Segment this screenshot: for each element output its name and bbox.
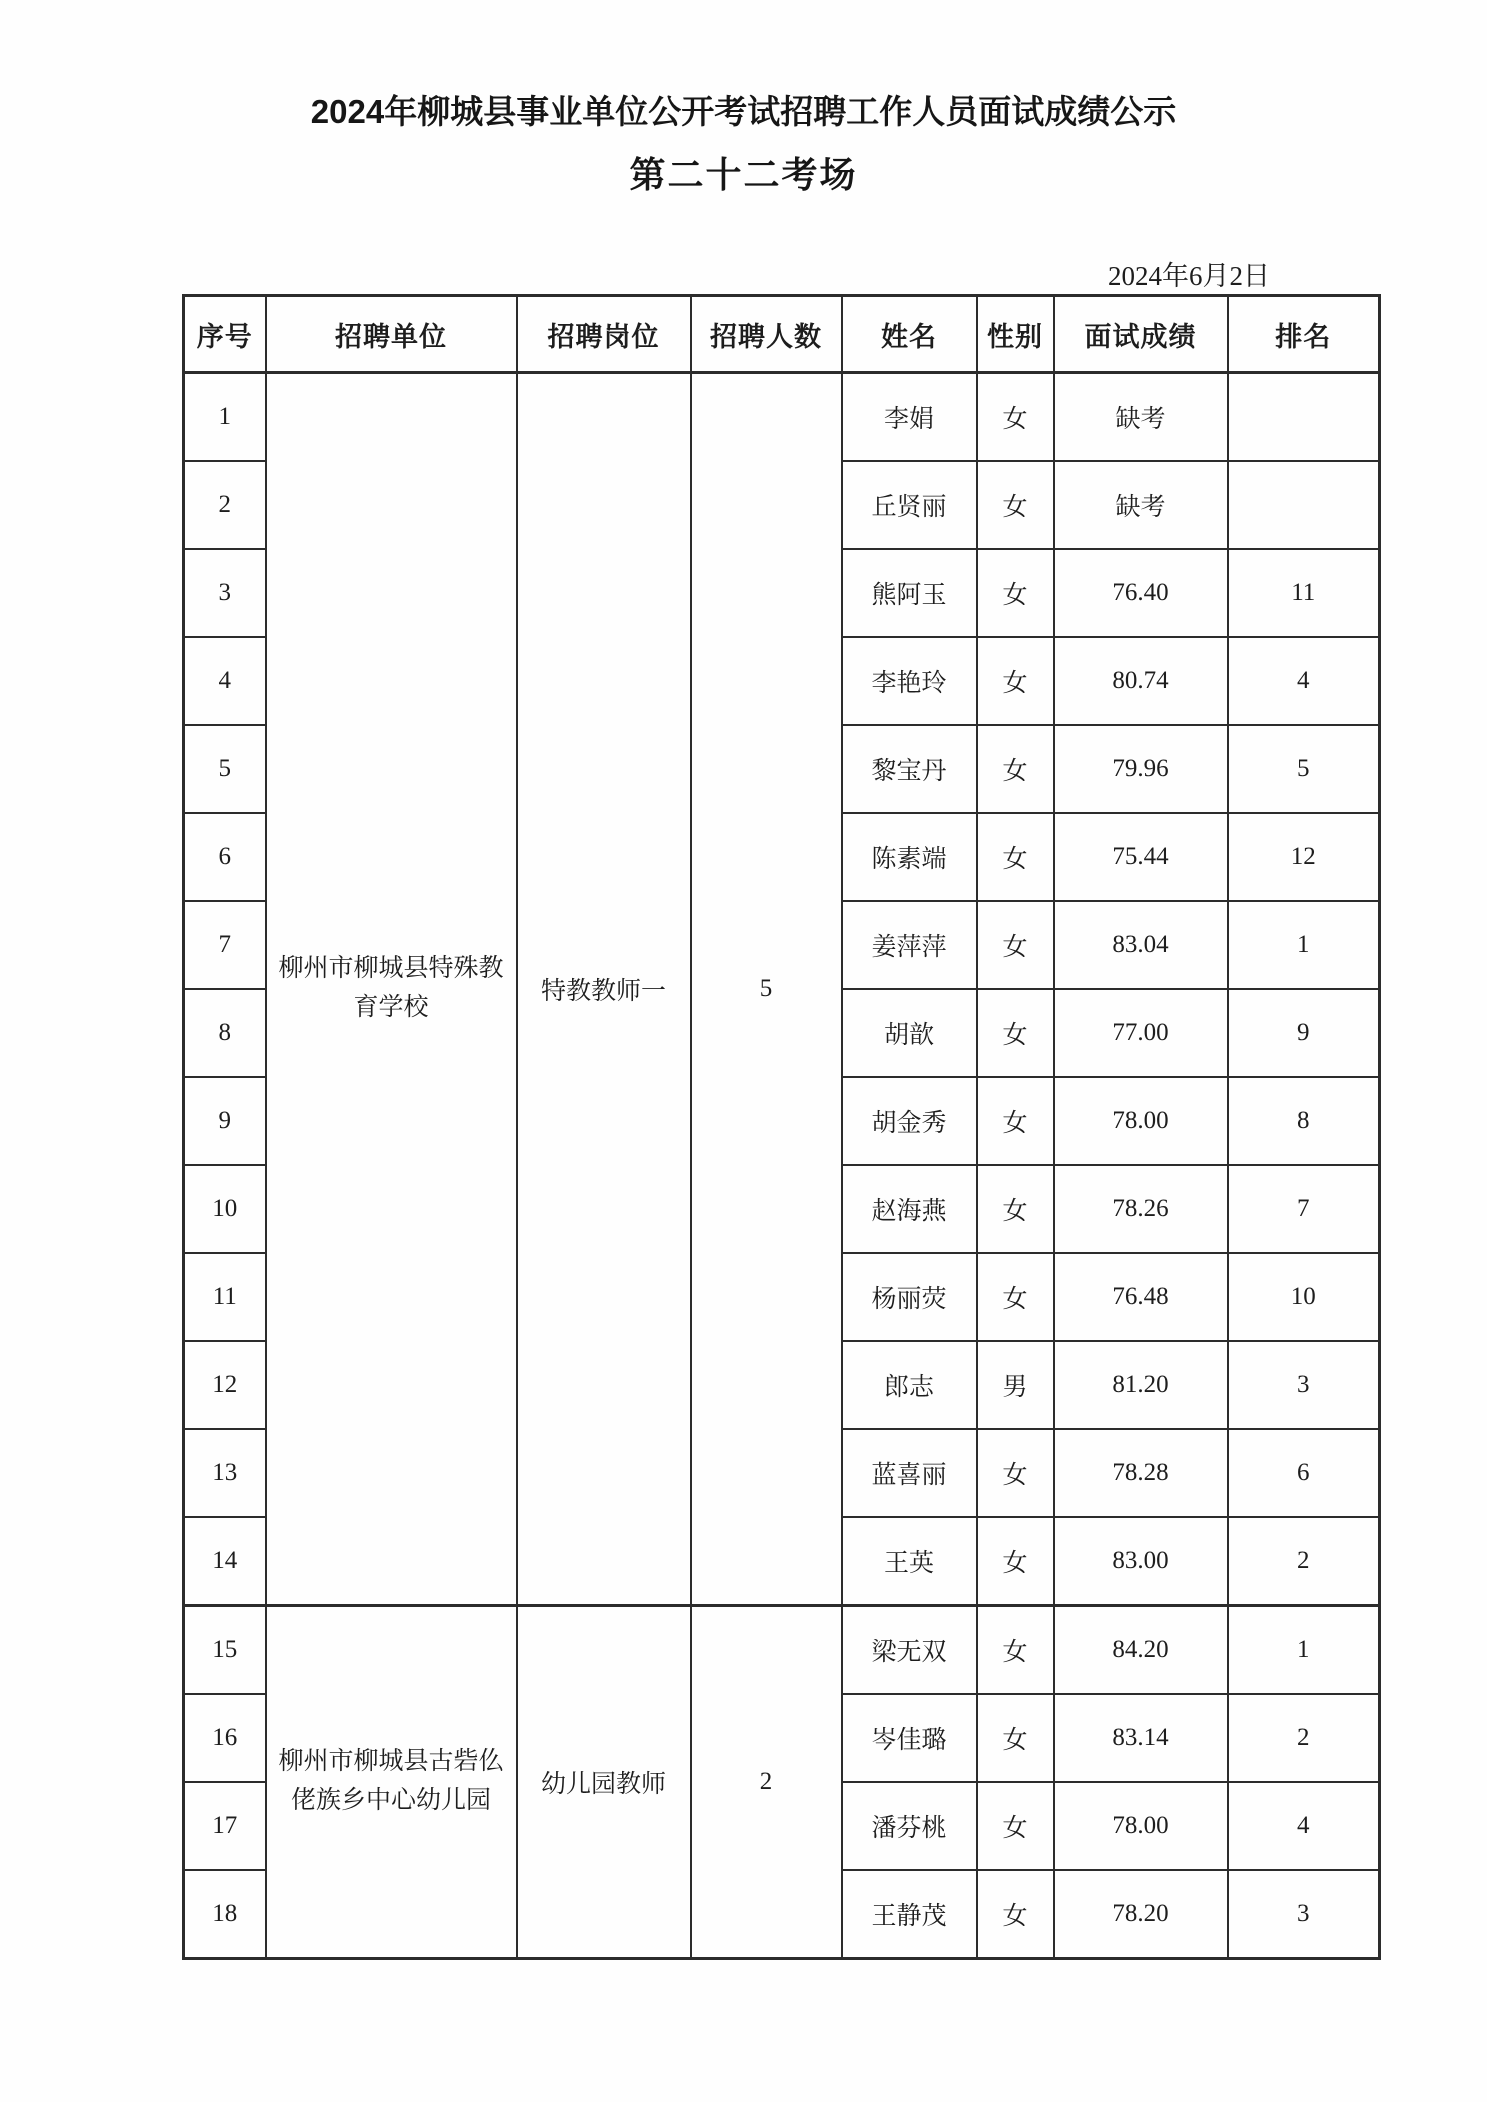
name-cell: 黎宝丹 xyxy=(842,725,977,813)
recruiting-unit-cell: 柳州市柳城县古砦仫佬族乡中心幼儿园 xyxy=(266,1606,517,1959)
serial-number-cell: 6 xyxy=(184,813,266,901)
serial-number-cell: 9 xyxy=(184,1077,266,1165)
recruiting-unit-cell: 柳州市柳城县特殊教育学校 xyxy=(266,373,517,1606)
score-cell: 80.74 xyxy=(1054,637,1228,725)
score-cell: 83.00 xyxy=(1054,1517,1228,1606)
table-row xyxy=(184,1606,1380,1695)
score-cell: 77.00 xyxy=(1054,989,1228,1077)
serial-number-cell: 15 xyxy=(184,1606,266,1695)
name-cell: 赵海燕 xyxy=(842,1165,977,1253)
score-cell: 79.96 xyxy=(1054,725,1228,813)
score-cell: 78.00 xyxy=(1054,1782,1228,1870)
gender-cell: 女 xyxy=(977,1782,1054,1870)
recruiting-unit-header: 招聘单位 xyxy=(266,296,517,373)
score-cell: 75.44 xyxy=(1054,813,1228,901)
score-cell: 83.14 xyxy=(1054,1694,1228,1782)
position-header: 招聘岗位 xyxy=(517,296,691,373)
name-cell: 李艳玲 xyxy=(842,637,977,725)
table-row xyxy=(184,373,1380,462)
serial-number-header: 序号 xyxy=(184,296,266,373)
rank-cell: 3 xyxy=(1228,1870,1380,1959)
rank-cell xyxy=(1228,461,1380,549)
table-header-row xyxy=(184,296,1380,373)
gender-cell: 男 xyxy=(977,1341,1054,1429)
gender-cell: 女 xyxy=(977,725,1054,813)
gender-cell: 女 xyxy=(977,1517,1054,1606)
gender-cell: 女 xyxy=(977,1606,1054,1695)
gender-cell: 女 xyxy=(977,637,1054,725)
serial-number-cell: 14 xyxy=(184,1517,266,1606)
serial-number-cell: 17 xyxy=(184,1782,266,1870)
score-cell: 78.26 xyxy=(1054,1165,1228,1253)
serial-number-cell: 4 xyxy=(184,637,266,725)
rank-cell: 2 xyxy=(1228,1517,1380,1606)
gender-cell: 女 xyxy=(977,1165,1054,1253)
serial-number-cell: 18 xyxy=(184,1870,266,1959)
name-cell: 熊阿玉 xyxy=(842,549,977,637)
name-cell: 王英 xyxy=(842,1517,977,1606)
rank-cell xyxy=(1228,373,1380,462)
name-cell: 姜萍萍 xyxy=(842,901,977,989)
name-cell: 胡金秀 xyxy=(842,1077,977,1165)
rank-cell: 2 xyxy=(1228,1694,1380,1782)
serial-number-cell: 8 xyxy=(184,989,266,1077)
serial-number-cell: 10 xyxy=(184,1165,266,1253)
announcement-date: 2024年6月2日 xyxy=(1108,261,1270,291)
table-body xyxy=(184,373,1380,1959)
gender-cell: 女 xyxy=(977,1077,1054,1165)
name-cell: 杨丽荧 xyxy=(842,1253,977,1341)
gender-cell: 女 xyxy=(977,549,1054,637)
score-cell: 缺考 xyxy=(1054,461,1228,549)
rank-cell: 1 xyxy=(1228,1606,1380,1695)
score-cell: 78.00 xyxy=(1054,1077,1228,1165)
rank-cell: 3 xyxy=(1228,1341,1380,1429)
position-cell: 特教教师一 xyxy=(517,373,691,1606)
gender-cell: 女 xyxy=(977,1253,1054,1341)
score-cell: 83.04 xyxy=(1054,901,1228,989)
serial-number-cell: 16 xyxy=(184,1694,266,1782)
score-cell: 缺考 xyxy=(1054,373,1228,462)
name-header: 姓名 xyxy=(842,296,977,373)
serial-number-cell: 1 xyxy=(184,373,266,462)
name-cell: 李娟 xyxy=(842,373,977,462)
recruit-count-cell: 5 xyxy=(691,373,842,1606)
gender-cell: 女 xyxy=(977,1429,1054,1517)
rank-cell: 1 xyxy=(1228,901,1380,989)
document-title: 2024年柳城县事业单位公开考试招聘工作人员面试成绩公示 xyxy=(310,93,1177,130)
score-cell: 76.48 xyxy=(1054,1253,1228,1341)
name-cell: 陈素端 xyxy=(842,813,977,901)
rank-cell: 6 xyxy=(1228,1429,1380,1517)
gender-cell: 女 xyxy=(977,901,1054,989)
score-cell: 81.20 xyxy=(1054,1341,1228,1429)
name-cell: 丘贤丽 xyxy=(842,461,977,549)
exam-room-subtitle: 第二十二考场 xyxy=(629,154,858,195)
gender-cell: 女 xyxy=(977,373,1054,462)
name-cell: 王静茂 xyxy=(842,1870,977,1959)
position-cell: 幼儿园教师 xyxy=(517,1606,691,1959)
score-cell: 78.28 xyxy=(1054,1429,1228,1517)
rank-cell: 10 xyxy=(1228,1253,1380,1341)
interview-score-header: 面试成绩 xyxy=(1054,296,1228,373)
gender-cell: 女 xyxy=(977,813,1054,901)
serial-number-cell: 2 xyxy=(184,461,266,549)
serial-number-cell: 12 xyxy=(184,1341,266,1429)
rank-cell: 4 xyxy=(1228,637,1380,725)
score-cell: 78.20 xyxy=(1054,1870,1228,1959)
rank-cell: 12 xyxy=(1228,813,1380,901)
rank-cell: 5 xyxy=(1228,725,1380,813)
rank-cell: 7 xyxy=(1228,1165,1380,1253)
gender-cell: 女 xyxy=(977,1870,1054,1959)
rank-cell: 4 xyxy=(1228,1782,1380,1870)
name-cell: 梁无双 xyxy=(842,1606,977,1695)
gender-cell: 女 xyxy=(977,461,1054,549)
gender-header: 性别 xyxy=(977,296,1054,373)
name-cell: 胡歆 xyxy=(842,989,977,1077)
name-cell: 蓝喜丽 xyxy=(842,1429,977,1517)
serial-number-cell: 3 xyxy=(184,549,266,637)
rank-cell: 8 xyxy=(1228,1077,1380,1165)
name-cell: 岑佳璐 xyxy=(842,1694,977,1782)
score-cell: 76.40 xyxy=(1054,549,1228,637)
recruit-count-cell: 2 xyxy=(691,1606,842,1959)
rank-header: 排名 xyxy=(1228,296,1380,373)
gender-cell: 女 xyxy=(977,1694,1054,1782)
serial-number-cell: 11 xyxy=(184,1253,266,1341)
interview-results-table xyxy=(182,294,1381,1960)
recruit-count-header: 招聘人数 xyxy=(691,296,842,373)
name-cell: 潘芬桃 xyxy=(842,1782,977,1870)
serial-number-cell: 5 xyxy=(184,725,266,813)
serial-number-cell: 13 xyxy=(184,1429,266,1517)
rank-cell: 9 xyxy=(1228,989,1380,1077)
gender-cell: 女 xyxy=(977,989,1054,1077)
serial-number-cell: 7 xyxy=(184,901,266,989)
rank-cell: 11 xyxy=(1228,549,1380,637)
score-cell: 84.20 xyxy=(1054,1606,1228,1695)
name-cell: 郎志 xyxy=(842,1341,977,1429)
